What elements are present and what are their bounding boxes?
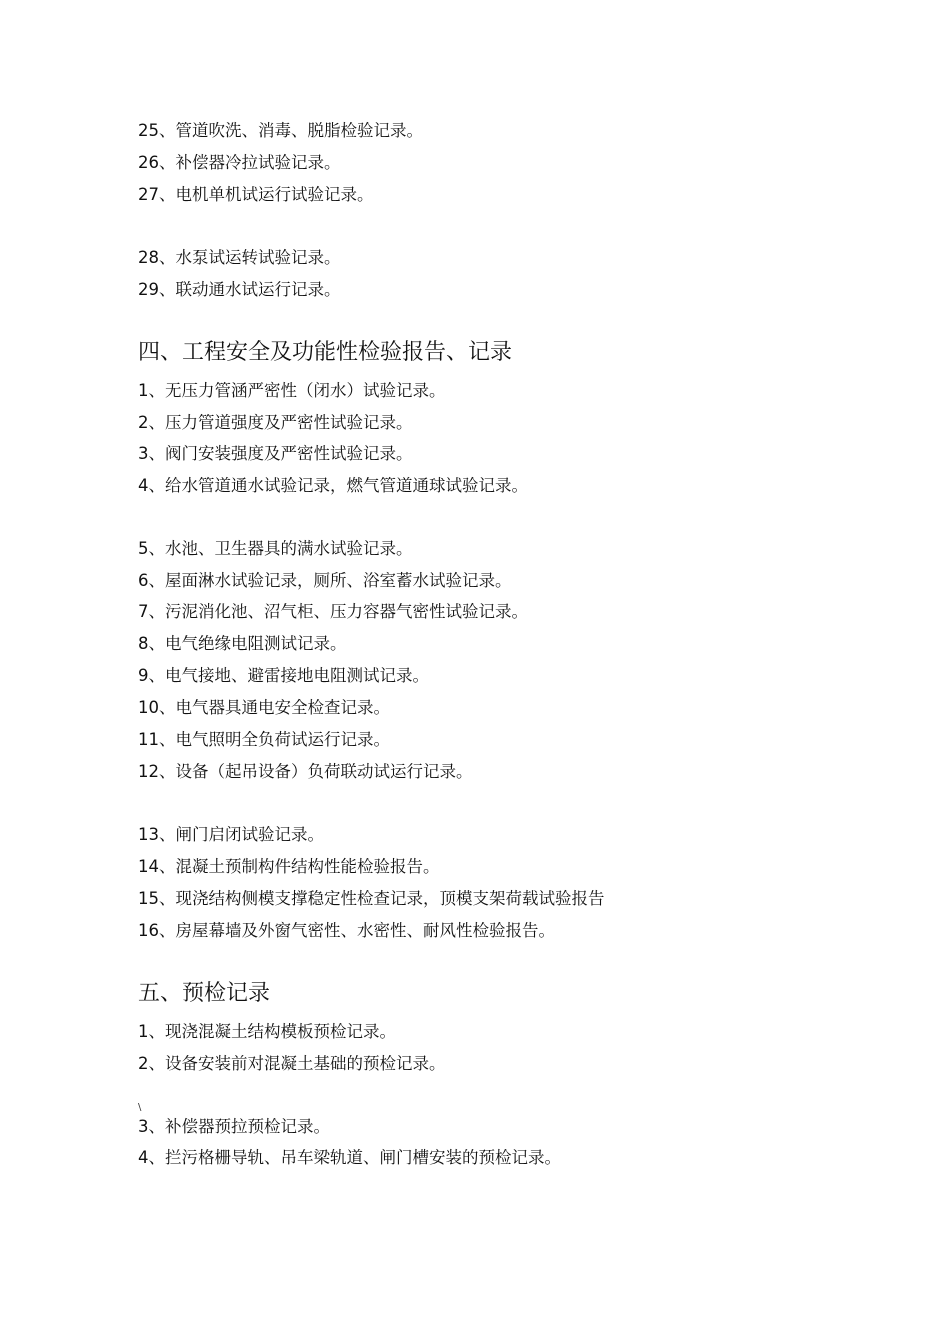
list-item: 4、拦污格栅导轨、吊车梁轨道、闸门槽安装的预检记录。 xyxy=(138,1148,561,1167)
list-item: 8、电气绝缘电阻测试记录。 xyxy=(138,634,347,653)
list-item: 1、无压力管涵严密性（闭水）试验记录。 xyxy=(138,381,446,400)
list-item: 10、电气器具通电安全检查记录。 xyxy=(138,698,390,717)
list-item: 29、联动通水试运行记录。 xyxy=(138,280,341,299)
stray-mark: \ xyxy=(138,1102,142,1113)
list-item: 12、设备（起吊设备）负荷联动试运行记录。 xyxy=(138,762,473,781)
list-item: 16、房屋幕墙及外窗气密性、水密性、耐风性检验报告。 xyxy=(138,921,555,940)
list-item: 14、混凝土预制构件结构性能检验报告。 xyxy=(138,857,440,876)
list-item: 3、补偿器预拉预检记录。 xyxy=(138,1117,330,1136)
list-item: 7、污泥消化池、沼气柜、压力容器气密性试验记录。 xyxy=(138,602,528,621)
list-item: 25、管道吹洗、消毒、脱脂检验记录。 xyxy=(138,121,423,140)
list-item: 27、电机单机试运行试验记录。 xyxy=(138,185,374,204)
section-heading-5: 五、预检记录 xyxy=(138,981,271,1006)
list-item: 6、屋面淋水试验记录，厕所、浴室蓄水试验记录。 xyxy=(138,571,512,590)
section-heading-4: 四、工程安全及功能性检验报告、记录 xyxy=(138,340,513,365)
list-item: 26、补偿器冷拉试验记录。 xyxy=(138,153,341,172)
list-item: 1、现浇混凝土结构模板预检记录。 xyxy=(138,1022,396,1041)
list-item: 13、闸门启闭试验记录。 xyxy=(138,825,324,844)
list-item: 11、电气照明全负荷试运行记录。 xyxy=(138,730,390,749)
list-item: 3、阀门安装强度及严密性试验记录。 xyxy=(138,444,413,463)
list-item: 28、水泵试运转试验记录。 xyxy=(138,248,341,267)
list-item: 2、设备安装前对混凝土基础的预检记录。 xyxy=(138,1054,446,1073)
list-item: 4、给水管道通水试验记录，燃气管道通球试验记录。 xyxy=(138,476,528,495)
list-item: 2、压力管道强度及严密性试验记录。 xyxy=(138,413,413,432)
list-item: 9、电气接地、避雷接地电阻测试记录。 xyxy=(138,666,429,685)
list-item: 15、现浇结构侧模支撑稳定性检查记录，顶模支架荷载试验报告 xyxy=(138,889,605,908)
list-item: 5、水池、卫生器具的满水试验记录。 xyxy=(138,539,413,558)
